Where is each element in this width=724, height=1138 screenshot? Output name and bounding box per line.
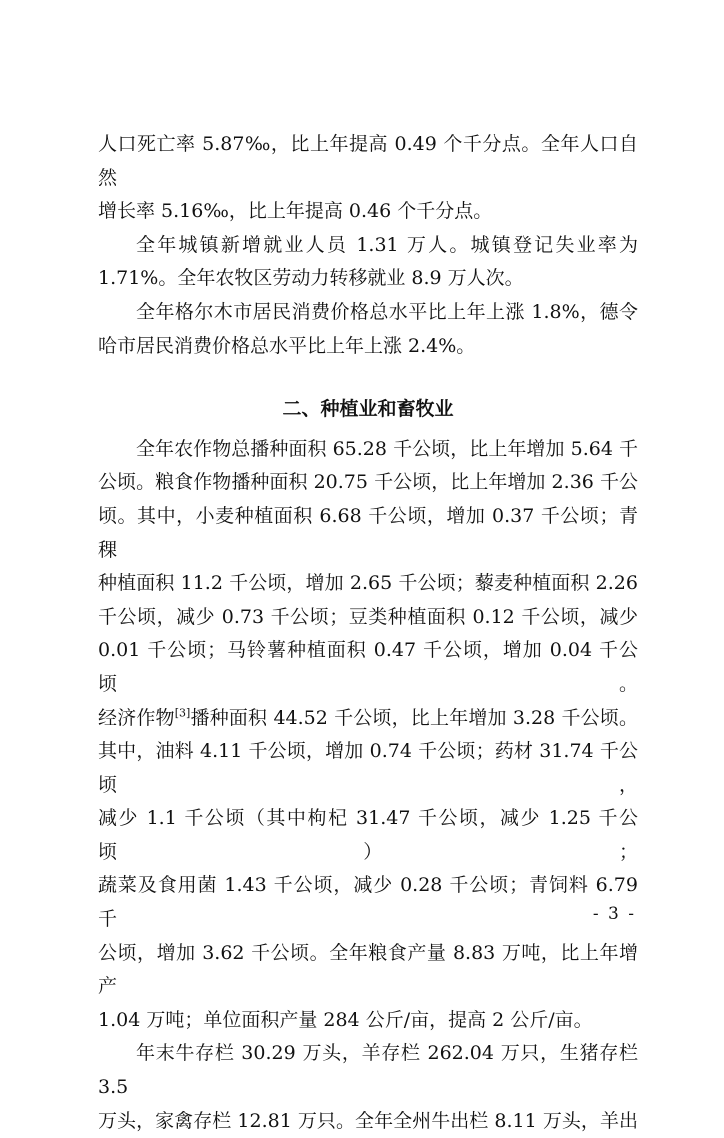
crop-line-8: 其中，油料 4.11 千公顷，增加 0.74 千公顷；药材 31.74 千公顷， bbox=[98, 740, 638, 796]
crop-line-5: 千公顷，减少 0.73 千公顷；豆类种植面积 0.12 千公顷，减少 bbox=[98, 605, 638, 628]
crop-line-7-end: 播种面积 44.52 千公顷，比上年增加 3.28 千公顷。 bbox=[190, 706, 638, 729]
livestock-line-2: 万头，家禽存栏 12.81 万只。全年全州牛出栏 8.11 万头，羊出 bbox=[98, 1109, 638, 1132]
page-number: - 3 - bbox=[592, 904, 636, 924]
crop-line-7 bbox=[98, 702, 638, 736]
livestock-line-1: 年末牛存栏 30.29 万头，羊存栏 262.04 万只，生猪存栏 3.5 bbox=[98, 1042, 638, 1099]
crop-line-6: 0.01 千公顷；马铃薯种植面积 0.47 千公顷，增加 0.04 千公顷。 bbox=[98, 639, 638, 695]
footnote-marker: [3] bbox=[174, 706, 191, 720]
crop-line-1: 全年农作物总播种面积 65.28 千公顷，比上年增加 5.64 千 bbox=[136, 437, 638, 460]
section-heading: 二、种植业和畜牧业 bbox=[282, 398, 454, 421]
crop-line-2: 公顷。粮食作物播种面积 20.75 千公顷，比上年增加 2.36 千公 bbox=[98, 471, 638, 494]
paragraph-population-line1: 人口死亡率 5.87‰，比上年提高 0.49 个千分点。全年人口自然 bbox=[98, 133, 638, 189]
paragraph-employment-line1: 全年城镇新增就业人员 1.31 万人。城镇登记失业率为 bbox=[136, 233, 638, 256]
paragraph-prices-line2: 哈市居民消费价格总水平比上年上涨 2.4%。 bbox=[98, 334, 476, 357]
crop-line-7-start: 经济作物 bbox=[98, 706, 175, 729]
crop-line-12: 1.04 万吨；单位面积产量 284 公斤/亩，提高 2 公斤/亩。 bbox=[98, 1008, 593, 1031]
crop-line-10: 蔬菜及食用菌 1.43 千公顷，减少 0.28 千公顷；青饲料 6.79 千 bbox=[98, 874, 638, 931]
document-body bbox=[98, 128, 638, 1138]
crop-line-4: 种植面积 11.2 千公顷，增加 2.65 千公顷；藜麦种植面积 2.26 bbox=[98, 572, 638, 595]
crop-line-3: 顷。其中，小麦种植面积 6.68 千公顷，增加 0.37 千公顷；青稞 bbox=[98, 504, 638, 561]
paragraph-employment-line2: 1.71%。全年农牧区劳动力转移就业 8.9 万人次。 bbox=[98, 267, 524, 290]
paragraph-prices-line1: 全年格尔木市居民消费价格总水平比上年上涨 1.8%，德令 bbox=[136, 300, 638, 323]
crop-line-11: 公顷，增加 3.62 千公顷。全年粮食产量 8.83 万吨，比上年增产 bbox=[98, 941, 638, 998]
crop-line-9: 减少 1.1 千公顷（其中枸杞 31.47 千公顷，减少 1.25 千公顷）； bbox=[98, 807, 638, 863]
paragraph-population-line2: 增长率 5.16‰，比上年提高 0.46 个千分点。 bbox=[98, 200, 493, 223]
